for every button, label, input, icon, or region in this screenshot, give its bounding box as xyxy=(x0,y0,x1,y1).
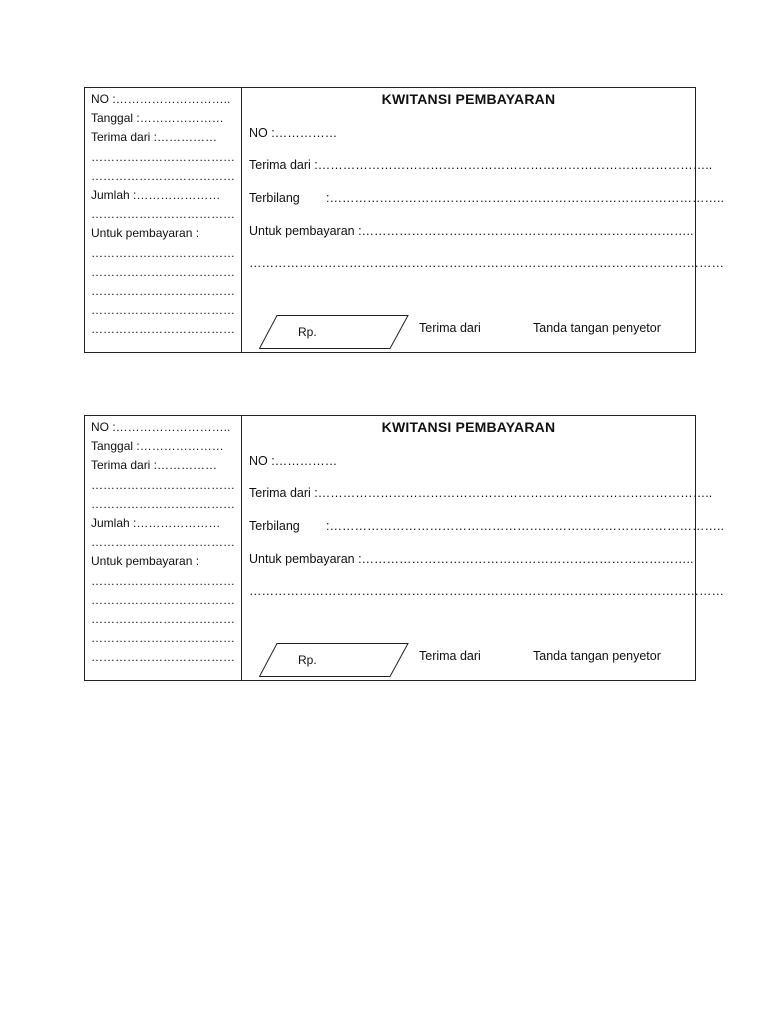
stub-dotted-line: ……………………………… xyxy=(91,245,235,260)
stub-dotted-line: ……………………………… xyxy=(91,264,235,279)
receipt-stub xyxy=(85,88,242,352)
receipt-title: KWITANSI PEMBAYARAN xyxy=(381,91,556,107)
receipt-main xyxy=(242,416,724,680)
rp-parallelogram-shape xyxy=(259,643,409,677)
receipt-terima-dari-field: Terima dari :………………………………………………………………………………….. xyxy=(249,158,713,172)
receipt-extra-dotted-line: …………………………………………………………………………………………………… xyxy=(249,584,724,598)
stub-dotted-line: ……………………………… xyxy=(91,611,235,626)
signature-terima-dari: Terima dari xyxy=(419,649,481,663)
stub-terima-dari-line: Terima dari :…………… xyxy=(91,458,218,473)
stub-dotted-line: ……………………………… xyxy=(91,496,235,511)
signature-tanda-tangan-penyetor: Tanda tangan penyetor xyxy=(533,321,661,335)
stub-dotted-line: ……………………………… xyxy=(91,477,235,492)
rp-amount-box xyxy=(259,315,409,349)
rp-amount-box xyxy=(259,643,409,677)
rp-label: Rp. xyxy=(298,653,317,667)
stub-dotted-line: ……………………………… xyxy=(91,168,235,183)
receipt-no-field: NO :…………… xyxy=(249,126,338,140)
stub-jumlah-line: Jumlah :………………… xyxy=(91,187,221,202)
stub-dotted-line: ……………………………… xyxy=(91,149,235,164)
stub-dotted-line: ……………………………… xyxy=(91,631,235,646)
stub-dotted-line: ……………………………… xyxy=(91,535,235,550)
terbilang-label: Terbilang xyxy=(249,519,300,533)
stub-jumlah-line: Jumlah :………………… xyxy=(91,515,221,530)
stub-tanggal-line: Tanggal :………………… xyxy=(91,111,224,126)
receipt-main xyxy=(242,88,724,352)
stub-no-line: NO :……………………….. xyxy=(91,420,231,434)
rp-label: Rp. xyxy=(298,325,317,339)
stub-dotted-line: ……………………………… xyxy=(91,592,235,607)
receipt-untuk-pembayaran-field: Untuk pembayaran :…………………………………………………………………….. xyxy=(249,224,694,238)
receipt-1 xyxy=(84,87,724,353)
stub-dotted-line: ……………………………… xyxy=(91,573,235,588)
receipt-title: KWITANSI PEMBAYARAN xyxy=(381,419,556,435)
rp-parallelogram-shape xyxy=(259,315,409,349)
receipt-no-field: NO :…………… xyxy=(249,454,338,468)
stub-untuk-pembayaran-line: Untuk pembayaran : xyxy=(91,226,200,241)
receipt-untuk-pembayaran-field: Untuk pembayaran :…………………………………………………………………….. xyxy=(249,552,694,566)
stub-dotted-line: ……………………………… xyxy=(91,650,235,665)
receipt-stub xyxy=(85,416,242,680)
signature-terima-dari: Terima dari xyxy=(419,321,481,335)
stub-dotted-line: ……………………………… xyxy=(91,303,235,318)
signature-tanda-tangan-penyetor: Tanda tangan penyetor xyxy=(533,649,661,663)
terbilang-value: :………………………………………………………………………………….. xyxy=(326,519,724,533)
stub-untuk-pembayaran-line: Untuk pembayaran : xyxy=(91,554,200,569)
receipt-extra-dotted-line: …………………………………………………………………………………………………… xyxy=(249,256,724,270)
receipt-terima-dari-field: Terima dari :………………………………………………………………………………….. xyxy=(249,486,713,500)
stub-tanggal-line: Tanggal :………………… xyxy=(91,439,224,454)
receipt-2 xyxy=(84,415,724,681)
stub-terima-dari-line: Terima dari :…………… xyxy=(91,130,218,145)
terbilang-value: :………………………………………………………………………………….. xyxy=(326,191,724,205)
stub-dotted-line: ……………………………… xyxy=(91,283,235,298)
receipt-terbilang-field xyxy=(249,519,724,533)
stub-no-line: NO :……………………….. xyxy=(91,92,231,106)
receipt-terbilang-field xyxy=(249,191,724,205)
stub-dotted-line: ……………………………… xyxy=(91,207,235,222)
terbilang-label: Terbilang xyxy=(249,191,300,205)
stub-dotted-line: ……………………………… xyxy=(91,322,235,337)
